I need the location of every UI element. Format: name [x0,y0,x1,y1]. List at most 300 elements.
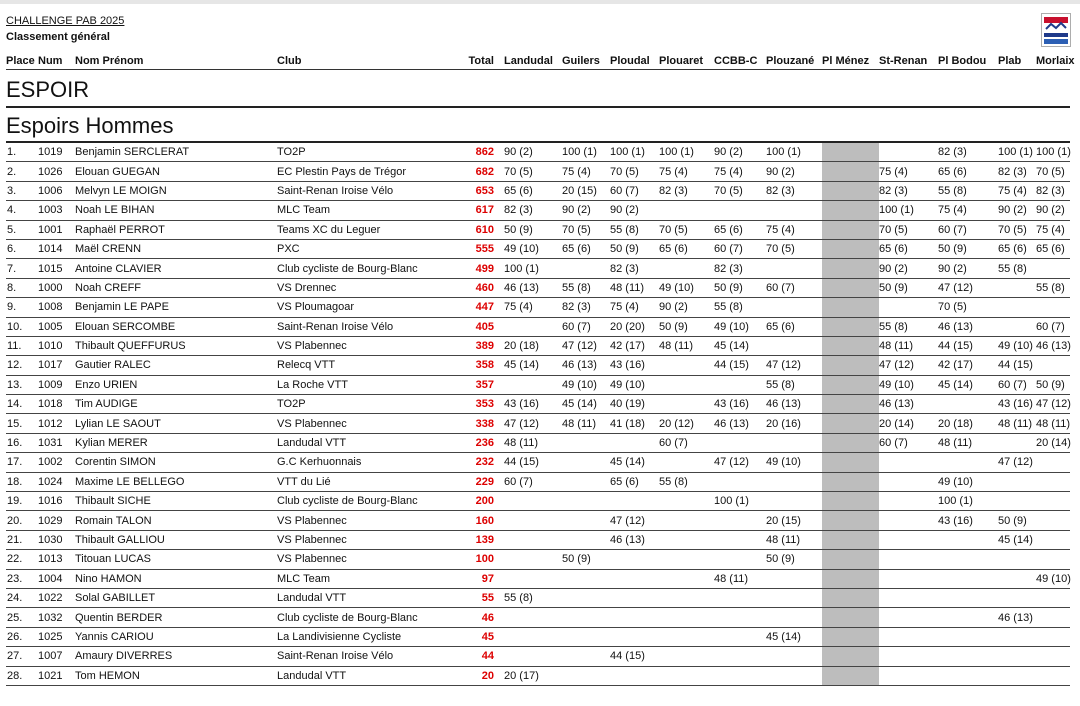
cell-score-landudal: 20 (17) [504,666,562,685]
cell-club: VS Plabennec [277,511,454,530]
cell-place: 16. [6,433,38,452]
cell-score-ploudal: 82 (3) [610,259,659,278]
table-row [6,433,1070,452]
cell-club: TO2P [277,143,454,162]
cell-score-guilers [562,588,610,607]
cell-num: 1031 [38,433,75,452]
cell-score-plab: 49 (10) [998,336,1036,355]
cell-total: 55 [454,588,504,607]
cell-score-ploudal: 49 (10) [610,375,659,394]
cell-score-pl-menez [822,569,879,588]
cell-score-morlaix [1036,356,1070,375]
cell-score-ccbb-c [714,647,766,666]
cell-score-ccbb-c [714,530,766,549]
cell-score-morlaix: 60 (7) [1036,317,1070,336]
cell-score-plouaret: 75 (4) [659,162,714,181]
cell-score-landudal [504,608,562,627]
table-row [6,375,1070,394]
cell-score-landudal [504,317,562,336]
cell-score-plab: 90 (2) [998,201,1036,220]
cell-score-st-renan [879,143,938,162]
table-row [6,666,1070,685]
cell-score-plouaret [659,492,714,511]
cell-score-plouzane [766,336,822,355]
cell-club: PXC [277,239,454,258]
cell-club: Landudal VTT [277,588,454,607]
cell-score-morlaix [1036,472,1070,491]
cell-name: Benjamin SERCLERAT [75,143,277,162]
cell-score-guilers [562,472,610,491]
subcategory-rule [6,141,1070,143]
cell-score-pl-bodou: 48 (11) [938,433,998,452]
cell-num: 1018 [38,395,75,414]
cell-num: 1022 [38,588,75,607]
cell-score-plab [998,647,1036,666]
cell-score-pl-menez [822,162,879,181]
cell-total: 97 [454,569,504,588]
cell-score-pl-bodou [938,588,998,607]
cell-place: 18. [6,472,38,491]
cell-score-plab [998,317,1036,336]
cell-score-plab: 75 (4) [998,181,1036,200]
table-row [6,336,1070,355]
cell-score-plouaret [659,453,714,472]
cell-score-morlaix [1036,298,1070,317]
cell-score-st-renan [879,588,938,607]
cell-num: 1012 [38,414,75,433]
cell-score-guilers: 65 (6) [562,239,610,258]
table-row [6,220,1070,239]
col-header-total: Total [468,55,494,67]
cell-place: 15. [6,414,38,433]
cell-score-ploudal: 40 (19) [610,395,659,414]
cell-score-plouaret [659,647,714,666]
cell-score-plouzane: 45 (14) [766,627,822,646]
table-row [6,414,1070,433]
col-header-ploudal: Ploudal [610,55,650,67]
cell-score-guilers [562,259,610,278]
cell-score-ploudal: 55 (8) [610,220,659,239]
cell-num: 1016 [38,492,75,511]
cell-score-ccbb-c: 55 (8) [714,298,766,317]
cell-score-pl-bodou: 50 (9) [938,239,998,258]
cell-total: 405 [454,317,504,336]
cell-club: TO2P [277,395,454,414]
cell-score-guilers: 45 (14) [562,395,610,414]
cell-score-plouzane [766,298,822,317]
cell-score-pl-menez [822,511,879,530]
cell-score-ploudal: 41 (18) [610,414,659,433]
cell-score-ccbb-c [714,433,766,452]
category-rule [6,106,1070,108]
cell-score-st-renan [879,608,938,627]
cell-score-pl-menez [822,530,879,549]
cell-total: 139 [454,530,504,549]
cell-score-ccbb-c: 60 (7) [714,239,766,258]
cell-place: 17. [6,453,38,472]
cell-score-pl-menez [822,220,879,239]
cell-score-landudal [504,375,562,394]
cell-score-morlaix [1036,608,1070,627]
col-header-st-renan: St-Renan [879,55,928,67]
cell-score-landudal: 50 (9) [504,220,562,239]
cell-total: 236 [454,433,504,452]
cell-place: 9. [6,298,38,317]
cell-score-pl-bodou [938,627,998,646]
cell-club: Landudal VTT [277,433,454,452]
cell-num: 1015 [38,259,75,278]
cell-score-pl-menez [822,259,879,278]
cell-total: 682 [454,162,504,181]
table-row [6,530,1070,549]
cell-score-plouaret: 82 (3) [659,181,714,200]
cell-score-landudal [504,627,562,646]
cell-total: 232 [454,453,504,472]
cell-score-plouaret: 65 (6) [659,239,714,258]
cell-place: 24. [6,588,38,607]
cell-score-plab [998,569,1036,588]
cell-score-pl-menez [822,317,879,336]
table-row [6,627,1070,646]
cell-club: La Roche VTT [277,375,454,394]
table-row [6,492,1070,511]
cell-score-plouzane [766,608,822,627]
cell-score-plab: 60 (7) [998,375,1036,394]
cell-score-st-renan: 65 (6) [879,239,938,258]
cell-score-st-renan [879,550,938,569]
cell-club: EC Plestin Pays de Trégor [277,162,454,181]
cell-score-pl-bodou: 90 (2) [938,259,998,278]
cell-score-st-renan: 75 (4) [879,162,938,181]
cell-score-plab [998,492,1036,511]
cell-name: Elouan GUEGAN [75,162,277,181]
cell-score-pl-menez [822,201,879,220]
cell-score-plouzane [766,647,822,666]
cell-score-pl-menez [822,181,879,200]
cell-name: Romain TALON [75,511,277,530]
cell-score-plouzane [766,259,822,278]
cell-score-landudal: 70 (5) [504,162,562,181]
cell-num: 1006 [38,181,75,200]
cell-score-guilers [562,608,610,627]
challenge-title: CHALLENGE PAB 2025 [6,15,125,27]
cell-score-pl-bodou: 65 (6) [938,162,998,181]
cell-num: 1004 [38,569,75,588]
cell-score-pl-bodou [938,608,998,627]
cell-score-ccbb-c: 46 (13) [714,414,766,433]
cell-score-plab: 70 (5) [998,220,1036,239]
table-row [6,278,1070,297]
cell-num: 1029 [38,511,75,530]
cell-score-ploudal: 60 (7) [610,181,659,200]
cell-num: 1024 [38,472,75,491]
cell-score-plab [998,666,1036,685]
cell-club: Saint-Renan Iroise Vélo [277,181,454,200]
cell-score-ccbb-c [714,608,766,627]
cell-score-guilers: 55 (8) [562,278,610,297]
cell-score-ccbb-c [714,588,766,607]
cell-score-landudal: 20 (18) [504,336,562,355]
cell-score-morlaix: 70 (5) [1036,162,1070,181]
cell-total: 44 [454,647,504,666]
cell-club: Saint-Renan Iroise Vélo [277,317,454,336]
cell-score-plab [998,278,1036,297]
cell-score-ploudal: 70 (5) [610,162,659,181]
cell-score-pl-bodou [938,395,998,414]
cell-score-st-renan [879,492,938,511]
cell-score-ccbb-c: 75 (4) [714,162,766,181]
cell-score-plouaret: 70 (5) [659,220,714,239]
cell-score-pl-bodou: 70 (5) [938,298,998,317]
cell-club: VS Drennec [277,278,454,297]
cell-score-st-renan: 49 (10) [879,375,938,394]
cell-total: 460 [454,278,504,297]
cell-total: 46 [454,608,504,627]
cell-score-landudal: 90 (2) [504,143,562,162]
cell-score-pl-bodou: 44 (15) [938,336,998,355]
cell-score-landudal [504,511,562,530]
cell-score-plouzane [766,569,822,588]
col-header-pl-menez: Pl Ménez [822,55,870,67]
cell-num: 1001 [38,220,75,239]
cell-score-plab: 46 (13) [998,608,1036,627]
cell-score-guilers: 50 (9) [562,550,610,569]
cell-score-st-renan: 60 (7) [879,433,938,452]
cell-club: VTT du Lié [277,472,454,491]
cell-place: 19. [6,492,38,511]
cell-score-plouaret: 49 (10) [659,278,714,297]
cell-score-morlaix [1036,530,1070,549]
cell-score-st-renan: 46 (13) [879,395,938,414]
cell-club: La Landivisienne Cycliste [277,627,454,646]
cell-score-plouaret [659,588,714,607]
cell-score-guilers: 100 (1) [562,143,610,162]
cell-score-guilers: 47 (12) [562,336,610,355]
cell-score-plouaret [659,356,714,375]
cell-score-ploudal: 50 (9) [610,239,659,258]
cell-place: 11. [6,336,38,355]
cell-score-guilers [562,666,610,685]
cell-score-morlaix: 82 (3) [1036,181,1070,200]
table-row [6,588,1070,607]
cell-score-plouzane: 46 (13) [766,395,822,414]
cell-num: 1002 [38,453,75,472]
cell-score-pl-menez [822,647,879,666]
cell-num: 1030 [38,530,75,549]
cell-num: 1013 [38,550,75,569]
cell-club: Teams XC du Leguer [277,220,454,239]
col-header-plouaret: Plouaret [659,55,704,67]
cell-score-guilers [562,530,610,549]
cell-score-plab [998,433,1036,452]
cell-total: 357 [454,375,504,394]
cell-num: 1000 [38,278,75,297]
cell-score-landudal: 100 (1) [504,259,562,278]
cell-total: 499 [454,259,504,278]
cell-total: 45 [454,627,504,646]
cell-score-plouzane: 20 (16) [766,414,822,433]
cell-score-guilers [562,569,610,588]
cell-score-plouzane: 90 (2) [766,162,822,181]
cell-total: 555 [454,239,504,258]
cell-place: 26. [6,627,38,646]
cell-score-landudal: 55 (8) [504,588,562,607]
cell-name: Yannis CARIOU [75,627,277,646]
cell-score-plouaret: 60 (7) [659,433,714,452]
cell-score-morlaix: 20 (14) [1036,433,1070,452]
cell-name: Amaury DIVERRES [75,647,277,666]
cell-score-pl-menez [822,492,879,511]
cell-total: 353 [454,395,504,414]
cell-num: 1017 [38,356,75,375]
cell-score-ploudal [610,433,659,452]
cell-place: 6. [6,239,38,258]
cell-name: Enzo URIEN [75,375,277,394]
cell-place: 28. [6,666,38,685]
cell-score-plouaret: 90 (2) [659,298,714,317]
cell-total: 200 [454,492,504,511]
cell-name: Thibault GALLIOU [75,530,277,549]
cell-score-st-renan: 48 (11) [879,336,938,355]
cell-score-landudal: 46 (13) [504,278,562,297]
cell-score-ccbb-c: 82 (3) [714,259,766,278]
cell-num: 1025 [38,627,75,646]
table-header-row [6,53,1070,70]
cell-score-ccbb-c: 50 (9) [714,278,766,297]
cell-score-pl-bodou: 100 (1) [938,492,998,511]
cell-score-plouzane: 47 (12) [766,356,822,375]
cell-score-st-renan [879,453,938,472]
cell-score-ploudal: 20 (20) [610,317,659,336]
cell-total: 358 [454,356,504,375]
cell-score-morlaix [1036,588,1070,607]
cell-score-plouzane: 20 (15) [766,511,822,530]
cell-name: Raphaël PERROT [75,220,277,239]
cell-club: VS Plabennec [277,550,454,569]
cell-score-ploudal: 100 (1) [610,143,659,162]
cell-score-pl-menez [822,550,879,569]
cell-name: Nino HAMON [75,569,277,588]
cell-score-plouzane: 82 (3) [766,181,822,200]
cell-score-guilers: 48 (11) [562,414,610,433]
cell-score-plouzane: 48 (11) [766,530,822,549]
cell-score-landudal: 49 (10) [504,239,562,258]
cell-num: 1032 [38,608,75,627]
cell-score-plouaret [659,201,714,220]
cell-total: 160 [454,511,504,530]
cell-place: 7. [6,259,38,278]
cell-score-plab [998,627,1036,646]
cell-score-ploudal: 75 (4) [610,298,659,317]
cell-score-pl-bodou: 45 (14) [938,375,998,394]
cell-score-guilers [562,647,610,666]
cell-score-landudal: 75 (4) [504,298,562,317]
cell-score-plouaret [659,375,714,394]
cell-score-pl-menez [822,666,879,685]
cell-club: Club cycliste de Bourg-Blanc [277,259,454,278]
cell-score-ploudal [610,666,659,685]
cell-score-pl-bodou [938,647,998,666]
cell-score-landudal [504,569,562,588]
cell-score-morlaix [1036,550,1070,569]
cell-score-guilers: 90 (2) [562,201,610,220]
cell-score-pl-menez [822,627,879,646]
cell-score-st-renan [879,666,938,685]
cell-score-landudal: 60 (7) [504,472,562,491]
cell-score-plouzane: 49 (10) [766,453,822,472]
cell-club: Club cycliste de Bourg-Blanc [277,608,454,627]
cell-num: 1007 [38,647,75,666]
cell-score-ccbb-c [714,511,766,530]
cell-score-pl-bodou: 55 (8) [938,181,998,200]
cell-score-ploudal: 44 (15) [610,647,659,666]
cell-name: Melvyn LE MOIGN [75,181,277,200]
cell-score-plouzane: 65 (6) [766,317,822,336]
cell-score-landudal: 47 (12) [504,414,562,433]
cell-score-morlaix: 49 (10) [1036,569,1070,588]
cell-place: 2. [6,162,38,181]
cell-place: 3. [6,181,38,200]
cell-score-pl-bodou [938,666,998,685]
ranking-subtitle: Classement général [6,31,110,43]
cell-total: 338 [454,414,504,433]
cell-score-ploudal: 43 (16) [610,356,659,375]
table-row [6,608,1070,627]
cell-score-plouaret: 55 (8) [659,472,714,491]
cell-place: 12. [6,356,38,375]
cell-score-ccbb-c: 65 (6) [714,220,766,239]
cell-place: 25. [6,608,38,627]
cell-name: Maxime LE BELLEGO [75,472,277,491]
cell-score-landudal: 43 (16) [504,395,562,414]
cell-total: 389 [454,336,504,355]
cell-score-pl-menez [822,336,879,355]
table-row [6,511,1070,530]
cell-score-plouzane: 75 (4) [766,220,822,239]
cell-num: 1009 [38,375,75,394]
cell-score-landudal: 65 (6) [504,181,562,200]
cell-num: 1014 [38,239,75,258]
cell-num: 1005 [38,317,75,336]
cell-score-landudal: 48 (11) [504,433,562,452]
cell-place: 27. [6,647,38,666]
table-row [6,259,1070,278]
cell-score-pl-menez [822,608,879,627]
cell-score-landudal [504,492,562,511]
cell-score-guilers: 49 (10) [562,375,610,394]
cell-score-pl-bodou: 49 (10) [938,472,998,491]
cell-score-ccbb-c: 48 (11) [714,569,766,588]
cell-score-landudal [504,647,562,666]
col-header-guilers: Guilers [562,55,600,67]
cell-score-plab: 50 (9) [998,511,1036,530]
cell-score-morlaix: 75 (4) [1036,220,1070,239]
col-header-landudal: Landudal [504,55,553,67]
cell-num: 1026 [38,162,75,181]
cell-score-plouaret [659,569,714,588]
cell-score-plouaret [659,550,714,569]
cell-score-ccbb-c: 45 (14) [714,336,766,355]
cell-score-guilers [562,492,610,511]
cell-score-st-renan [879,647,938,666]
cell-score-morlaix: 55 (8) [1036,278,1070,297]
cell-score-plouzane [766,472,822,491]
cell-score-guilers: 60 (7) [562,317,610,336]
cell-place: 5. [6,220,38,239]
cell-score-pl-menez [822,278,879,297]
cell-score-morlaix: 50 (9) [1036,375,1070,394]
cell-club: Saint-Renan Iroise Vélo [277,647,454,666]
